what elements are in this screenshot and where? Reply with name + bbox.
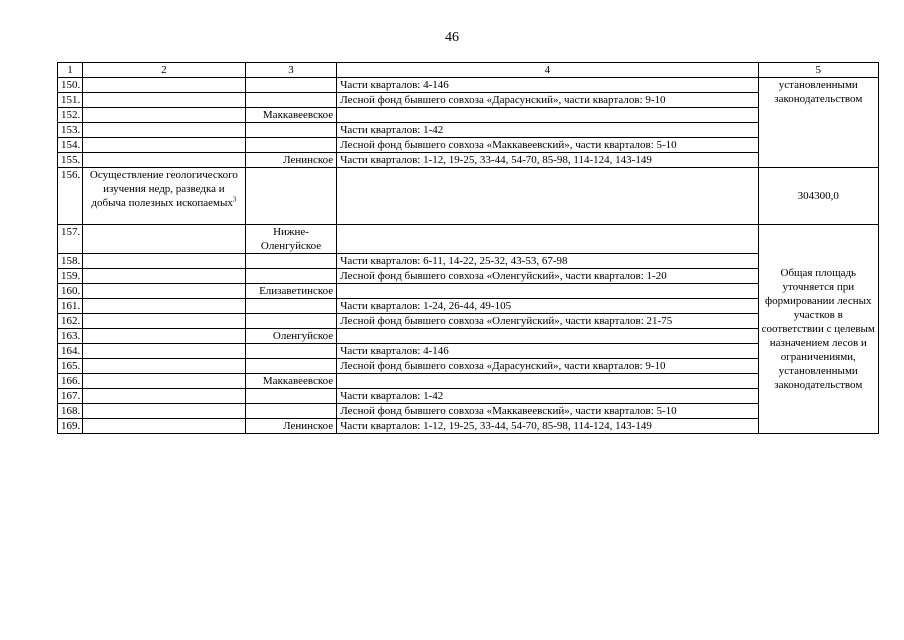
- row-number: 160.: [58, 284, 83, 299]
- district-cell: [245, 138, 336, 153]
- header-cell: 4: [337, 63, 758, 78]
- geo-label: Осуществление геологического изучения недр, разведка и добыча полезных ископаемых: [89, 169, 238, 209]
- location-cell: Лесной фонд бывшего совхоза «Дарасунский», части кварталов: 9-10: [337, 359, 758, 374]
- purpose-cell: [82, 225, 245, 254]
- table-row: [58, 78, 879, 93]
- row-number: 166.: [58, 374, 83, 389]
- header-cell: 5: [758, 63, 878, 78]
- location-cell: [337, 329, 758, 344]
- header-cell: 2: [82, 63, 245, 78]
- row-number: 168.: [58, 404, 83, 419]
- purpose-cell: [82, 389, 245, 404]
- purpose-cell: [82, 254, 245, 269]
- row-number: 156.: [58, 168, 83, 225]
- page-number: 46: [445, 30, 459, 45]
- purpose-cell: [82, 329, 245, 344]
- table-row: [58, 168, 879, 225]
- table-row: [58, 108, 879, 123]
- forest-table: [57, 62, 879, 434]
- district-cell: Маккавеевское: [245, 374, 336, 389]
- district-cell: [245, 404, 336, 419]
- row-number: 165.: [58, 359, 83, 374]
- area-cell: 304300,0: [758, 168, 878, 225]
- location-cell: Лесной фонд бывшего совхоза «Оленгуйский», части кварталов: 21-75: [337, 314, 758, 329]
- purpose-cell: [82, 108, 245, 123]
- table-row: [58, 254, 879, 269]
- purpose-cell: [82, 269, 245, 284]
- purpose-cell: [82, 153, 245, 168]
- location-cell: [337, 108, 758, 123]
- table-row: [58, 374, 879, 389]
- table-row: [58, 329, 879, 344]
- location-cell: Части кварталов: 1-42: [337, 389, 758, 404]
- table-row: [58, 389, 879, 404]
- purpose-cell: [82, 344, 245, 359]
- row-number: 155.: [58, 153, 83, 168]
- location-cell: Лесной фонд бывшего совхоза «Маккавеевский», части кварталов: 5-10: [337, 138, 758, 153]
- row-number: 169.: [58, 419, 83, 434]
- table-row: [58, 153, 879, 168]
- header-row: [58, 63, 879, 78]
- purpose-cell: [82, 78, 245, 93]
- row-number: 153.: [58, 123, 83, 138]
- location-cell: Части кварталов: 4-146: [337, 344, 758, 359]
- district-cell: Ленинское: [245, 153, 336, 168]
- table-row: [58, 123, 879, 138]
- header-cell: 1: [58, 63, 83, 78]
- table-row: [58, 359, 879, 374]
- purpose-cell: [82, 168, 245, 225]
- row-number: 163.: [58, 329, 83, 344]
- location-cell: [337, 168, 758, 225]
- location-cell: Части кварталов: 6-11, 14-22, 25-32, 43-53, 67-98: [337, 254, 758, 269]
- purpose-cell: [82, 404, 245, 419]
- purpose-cell: [82, 138, 245, 153]
- location-cell: Лесной фонд бывшего совхоза «Маккавеевский», части кварталов: 5-10: [337, 404, 758, 419]
- district-cell: Маккавеевское: [245, 108, 336, 123]
- table-row: [58, 419, 879, 434]
- district-cell: [245, 93, 336, 108]
- table-row: [58, 344, 879, 359]
- district-cell: [245, 78, 336, 93]
- table-row: [58, 284, 879, 299]
- table-row: [58, 93, 879, 108]
- row-number: 167.: [58, 389, 83, 404]
- district-cell: Елизаветинское: [245, 284, 336, 299]
- table-row: [58, 269, 879, 284]
- location-cell: Части кварталов: 1-12, 19-25, 33-44, 54-70, 85-98, 114-124, 143-149: [337, 419, 758, 434]
- location-cell: [337, 284, 758, 299]
- district-cell: [245, 123, 336, 138]
- district-cell: Оленгуйское: [245, 329, 336, 344]
- district-cell: [245, 269, 336, 284]
- district-cell: [245, 344, 336, 359]
- district-cell: [245, 359, 336, 374]
- location-cell: Лесной фонд бывшего совхоза «Дарасунский», части кварталов: 9-10: [337, 93, 758, 108]
- district-cell: [245, 389, 336, 404]
- row-number: 161.: [58, 299, 83, 314]
- purpose-cell: [82, 93, 245, 108]
- table-row: [58, 404, 879, 419]
- row-number: 154.: [58, 138, 83, 153]
- table-row: [58, 314, 879, 329]
- district-cell: Ленинское: [245, 419, 336, 434]
- district-cell: Нижне-Оленгуйское: [245, 225, 336, 254]
- area-cell: установленными законодательством: [758, 78, 878, 168]
- row-number: 150.: [58, 78, 83, 93]
- table-row: [58, 138, 879, 153]
- purpose-cell: [82, 314, 245, 329]
- row-number: 162.: [58, 314, 83, 329]
- district-cell: [245, 314, 336, 329]
- location-cell: Части кварталов: 4-146: [337, 78, 758, 93]
- location-cell: [337, 225, 758, 254]
- table-row: [58, 299, 879, 314]
- location-cell: [337, 374, 758, 389]
- purpose-cell: [82, 359, 245, 374]
- district-cell: [245, 299, 336, 314]
- area-cell: Общая площадь уточняется при формировании лесных участков в соответствии с целевым назначением лесов и ограничениями, установленными законодательством: [758, 225, 878, 434]
- row-number: 152.: [58, 108, 83, 123]
- row-number: 151.: [58, 93, 83, 108]
- district-cell: [245, 168, 336, 225]
- purpose-cell: [82, 284, 245, 299]
- district-cell: [245, 254, 336, 269]
- purpose-cell: [82, 299, 245, 314]
- purpose-cell: [82, 419, 245, 434]
- footnote-marker: 3: [232, 195, 237, 204]
- location-cell: Части кварталов: 1-42: [337, 123, 758, 138]
- location-cell: Части кварталов: 1-24, 26-44, 49-105: [337, 299, 758, 314]
- location-cell: Лесной фонд бывшего совхоза «Оленгуйский», части кварталов: 1-20: [337, 269, 758, 284]
- row-number: 164.: [58, 344, 83, 359]
- row-number: 157.: [58, 225, 83, 254]
- location-cell: Части кварталов: 1-12, 19-25, 33-44, 54-70, 85-98, 114-124, 143-149: [337, 153, 758, 168]
- header-cell: 3: [245, 63, 336, 78]
- table-row: [58, 225, 879, 254]
- purpose-cell: [82, 374, 245, 389]
- row-number: 158.: [58, 254, 83, 269]
- row-number: 159.: [58, 269, 83, 284]
- purpose-cell: [82, 123, 245, 138]
